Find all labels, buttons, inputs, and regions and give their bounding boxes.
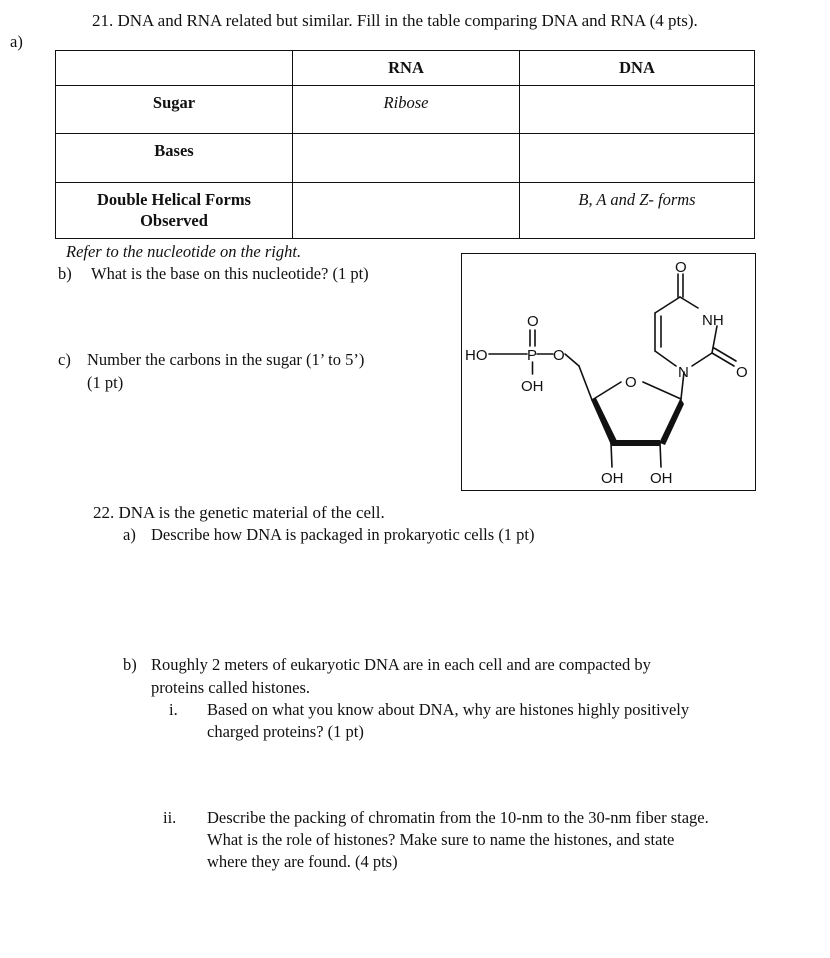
- q22-part-b-line1: Roughly 2 meters of eukaryotic DNA are in each cell and are compacted by: [151, 655, 651, 674]
- q21-part-c-text: Number the carbons in the sugar (1’ to 5’): [87, 350, 365, 369]
- ring-oxygen-label: O: [625, 374, 637, 391]
- q22-sub-i-line1: Based on what you know about DNA, why are histones highly positively: [207, 700, 690, 719]
- cell-helical-dna[interactable]: B, A and Z- forms: [520, 183, 755, 239]
- row-label-helical-forms: [56, 183, 293, 239]
- cell-sugar-rna[interactable]: Ribose: [293, 86, 520, 134]
- base-n-label: N: [678, 364, 689, 381]
- cell-helical-rna[interactable]: [293, 183, 520, 239]
- base-nh-label: NH: [702, 312, 724, 329]
- cell-bases-rna[interactable]: [293, 134, 520, 183]
- q22-sub-i-label: i.: [169, 700, 178, 719]
- q21-part-b-label: b): [58, 264, 72, 283]
- dna-rna-comparison-table: [55, 50, 755, 239]
- q21-part-a-label: a): [10, 32, 23, 51]
- cell-bases-dna[interactable]: [520, 134, 755, 183]
- q22-sub-ii-label: ii.: [163, 808, 177, 827]
- table-row-sugar: [56, 86, 755, 134]
- q22-part-a-text: Describe how DNA is packaged in prokaryotic cells (1 pt): [151, 525, 535, 544]
- table-header-row: [56, 51, 755, 86]
- phosphate-p-label: P: [527, 347, 538, 364]
- phosphate-ho-label: HO: [465, 347, 488, 364]
- row-label-helical-forms-line2: Observed: [140, 211, 208, 230]
- nucleotide-structure-figure: [461, 253, 756, 491]
- table-row-helical-forms: [56, 183, 755, 239]
- base-o-top-label: O: [675, 259, 687, 276]
- table-header-dna: DNA: [520, 51, 755, 86]
- q22-part-b-line2: proteins called histones.: [151, 678, 311, 697]
- q21-part-b-text: What is the base on this nucleotide? (1 pt): [91, 264, 369, 283]
- row-label-sugar: Sugar: [56, 86, 293, 134]
- sugar-oh-left-label: OH: [601, 470, 624, 487]
- q22-title: 22. DNA is the genetic material of the cell.: [93, 503, 385, 522]
- row-label-bases: Bases: [56, 134, 293, 183]
- q22-sub-ii-line1: Describe the packing of chromatin from the 10-nm to the 30-nm fiber stage.: [207, 808, 709, 827]
- q22-sub-ii-line3: where they are found. (4 pts): [207, 852, 398, 871]
- q21-title: 21. DNA and RNA related but similar. Fill in the table comparing DNA and RNA (4 pts).: [92, 11, 698, 30]
- refer-note: Refer to the nucleotide on the right.: [66, 242, 302, 261]
- table-header-rna: RNA: [293, 51, 520, 86]
- q22-sub-ii-line2: What is the role of histones? Make sure to name the histones, and state: [207, 830, 675, 849]
- q22-part-b-label: b): [123, 655, 137, 674]
- table-header-empty: [56, 51, 293, 86]
- base-o-right-label: O: [736, 364, 748, 381]
- q21-part-c-label: c): [58, 350, 71, 369]
- table-row-bases: [56, 134, 755, 183]
- sugar-oh-right-label: OH: [650, 470, 673, 487]
- phosphate-oh-label: OH: [521, 378, 544, 395]
- row-label-helical-forms-line1: Double Helical Forms: [97, 190, 251, 209]
- nucleotide-svg: [462, 254, 754, 489]
- phosphate-o-link-label: O: [553, 347, 565, 364]
- q21-part-c-text-line2: (1 pt): [87, 373, 124, 392]
- cell-sugar-dna[interactable]: [520, 86, 755, 134]
- phosphate-o-top-label: O: [527, 313, 539, 330]
- q22-part-a-label: a): [123, 525, 136, 544]
- q22-sub-i-line2: charged proteins? (1 pt): [207, 722, 364, 741]
